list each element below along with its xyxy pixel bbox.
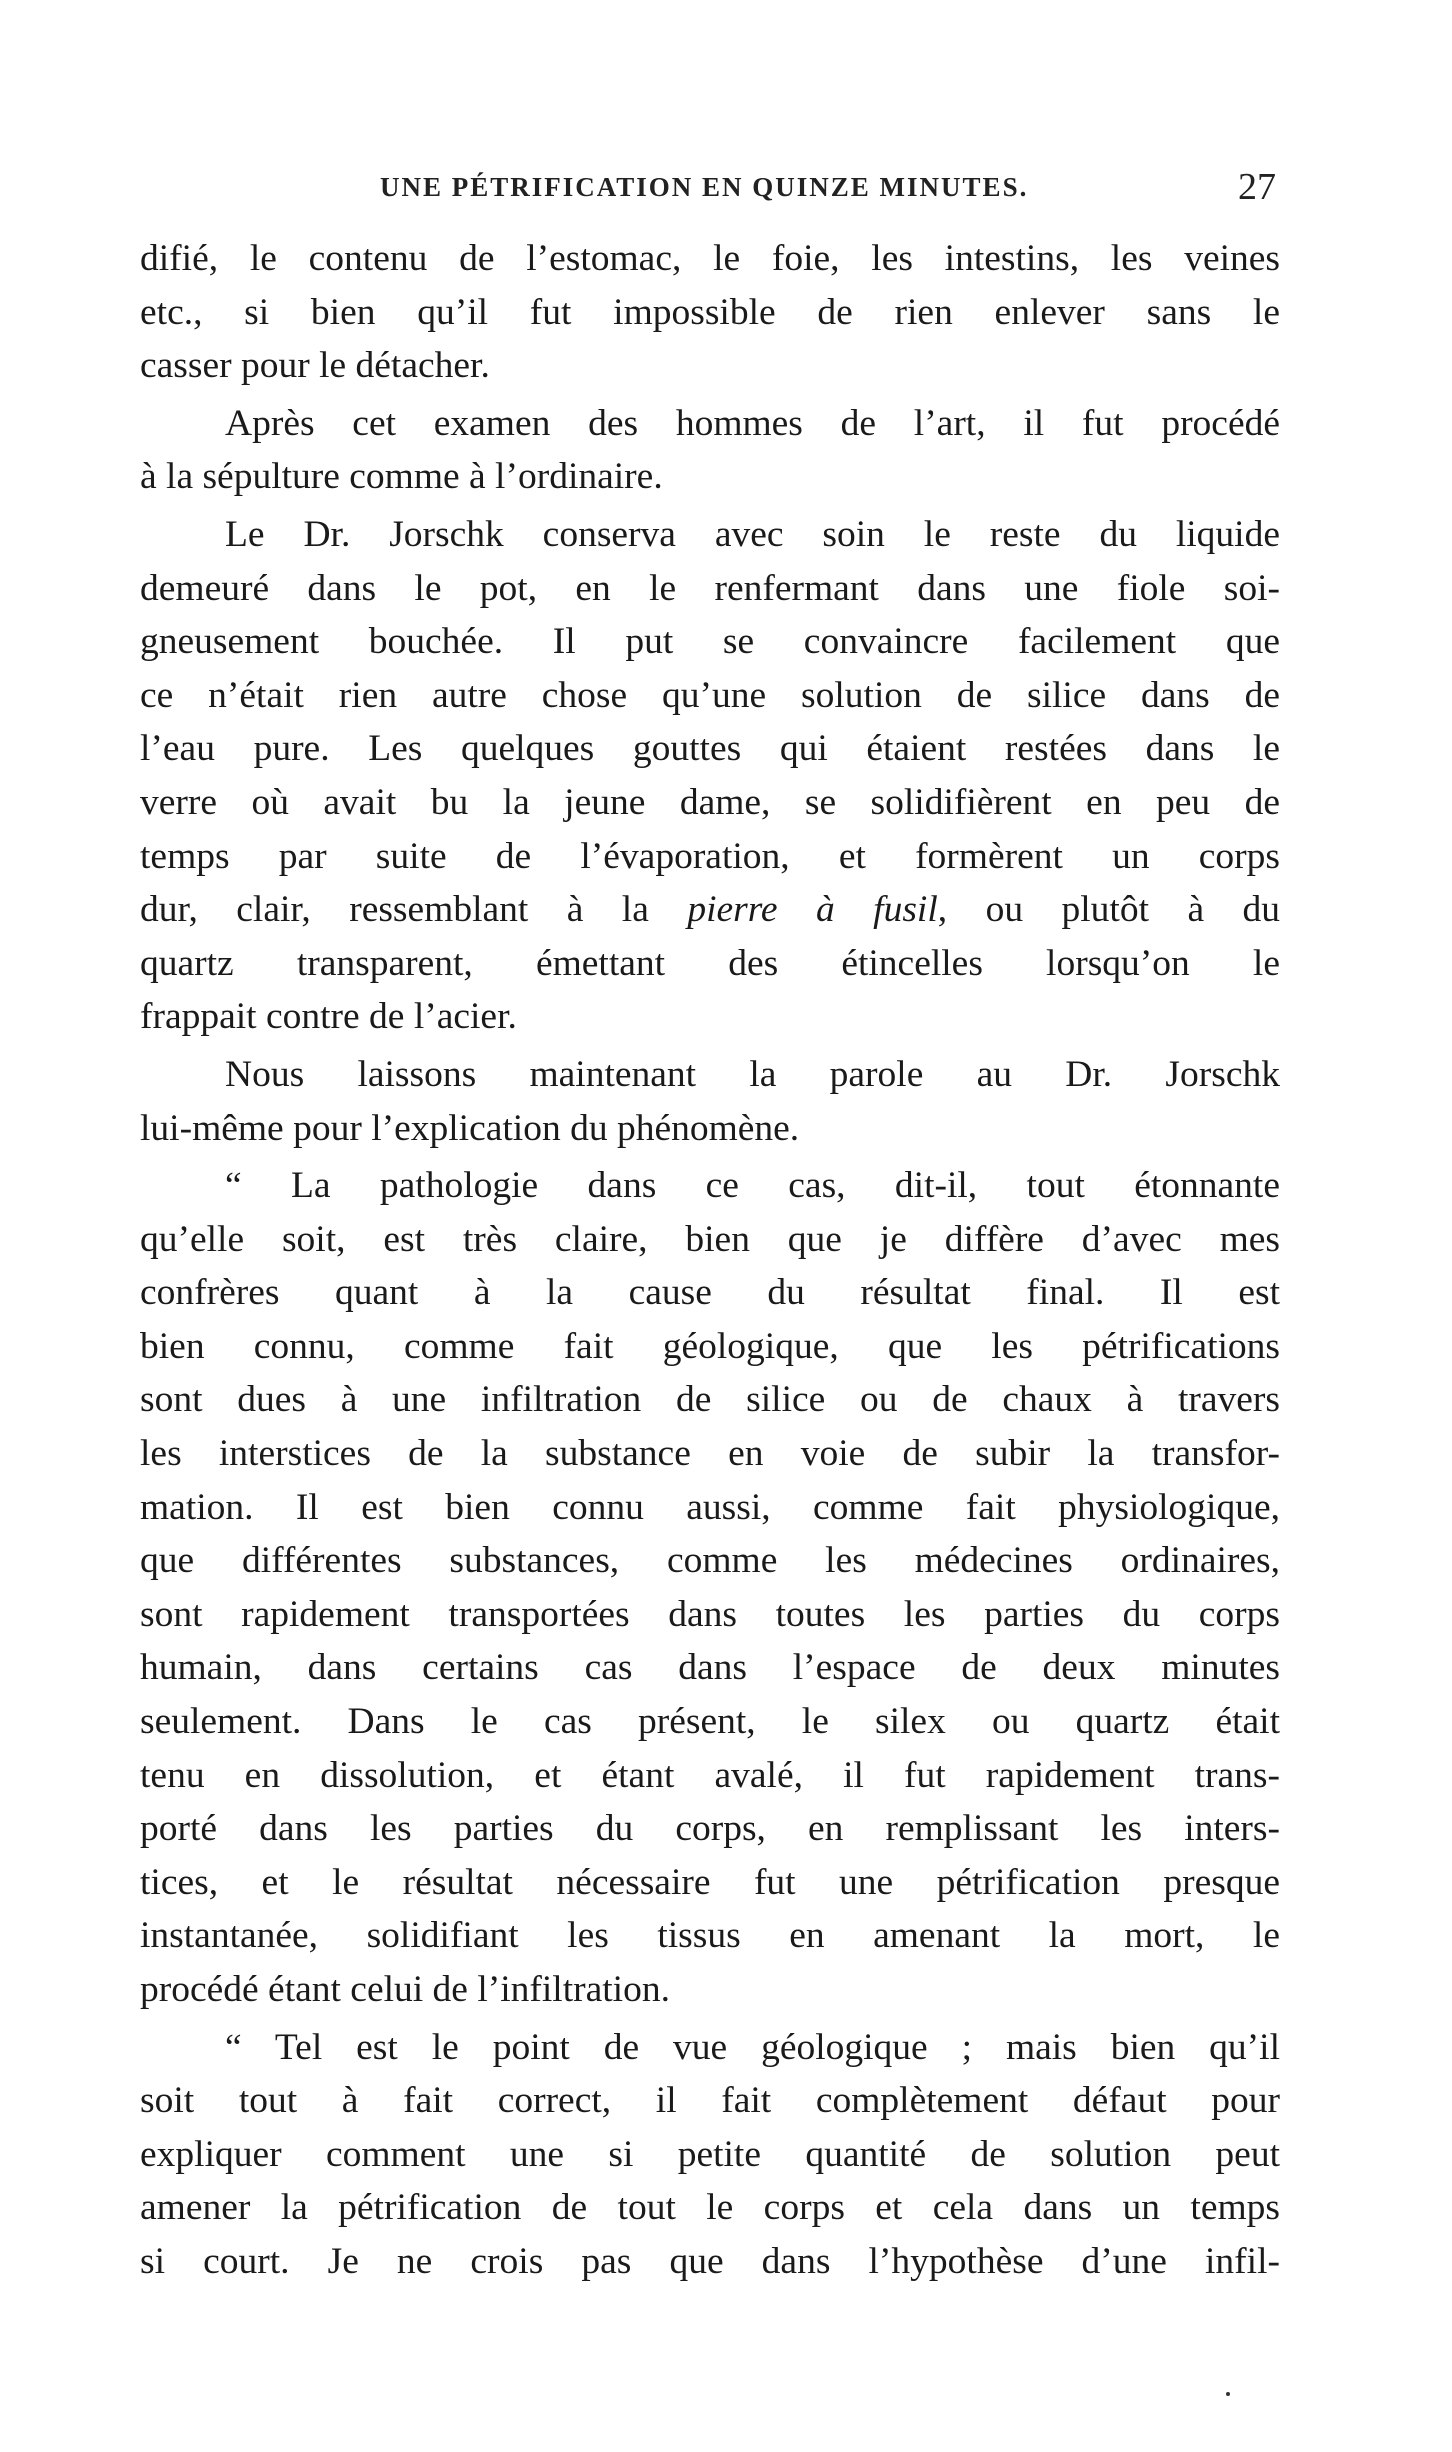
running-title: UNE PÉTRIFICATION EN QUINZE MINUTES. xyxy=(380,172,1029,202)
text-line: Nous laissons maintenant la parole au Dr. Jorschk xyxy=(225,1053,1280,1095)
text-line: temps par suite de l’évaporation, et formèrent un corps xyxy=(140,835,1280,877)
text-segment: dur, clair, ressemblant à la xyxy=(140,889,649,931)
text-line: “ La pathologie dans ce cas, dit-il, tout étonnante xyxy=(225,1165,1280,1207)
text-line: “ Tel est le point de vue géologique ; mais bien qu’il xyxy=(225,2026,1280,2068)
text-line: soit tout à fait correct, il fait complètement défaut pour xyxy=(140,2080,1280,2122)
text-line: les interstices de la substance en voie de subir la transfor- xyxy=(140,1433,1280,1475)
text-line: confrères quant à la cause du résultat final. Il est xyxy=(140,1272,1280,1314)
text-line: Le Dr. Jorschk conserva avec soin le reste du liquide xyxy=(225,513,1280,555)
print-speck xyxy=(1226,2392,1230,2396)
text-line: etc., si bien qu’il fut impossible de rien enlever sans le xyxy=(140,291,1280,333)
text-line: humain, dans certains cas dans l’espace de deux minutes xyxy=(140,1647,1280,1689)
text-line: tenu en dissolution, et étant avalé, il fut rapidement trans- xyxy=(140,1754,1280,1796)
text-line: Après cet examen des hommes de l’art, il fut procédé xyxy=(225,402,1280,444)
text-line: quartz transparent, émettant des étincelles lorsqu’on le xyxy=(140,942,1280,984)
text-line: sont rapidement transportées dans toutes les parties du corps xyxy=(140,1593,1280,1635)
text-line: casser pour le détacher. xyxy=(140,345,490,387)
text-line: instantanée, solidifiant les tissus en amenant la mort, le xyxy=(140,1915,1280,1957)
text-line: que différentes substances, comme les médecines ordinaires, xyxy=(140,1540,1280,1582)
body-text xyxy=(140,232,1280,2289)
text-line: expliquer comment une si petite quantité de solution peut xyxy=(140,2133,1280,2175)
text-segment: , ou plutôt à du xyxy=(937,889,1280,931)
text-line: sont dues à une infiltration de silice ou de chaux à travers xyxy=(140,1379,1280,1421)
text-line: lui-même pour l’explication du phénomène. xyxy=(140,1107,800,1149)
text-line: à la sépulture comme à l’ordinaire. xyxy=(140,456,663,498)
text-line: frappait contre de l’acier. xyxy=(140,996,517,1038)
text-line: qu’elle soit, est très claire, bien que je diffère d’avec mes xyxy=(140,1218,1280,1260)
text-line: porté dans les parties du corps, en remplissant les inters- xyxy=(140,1808,1280,1850)
text-line: bien connu, comme fait géologique, que les pétrifications xyxy=(140,1325,1280,1367)
text-line: si court. Je ne crois pas que dans l’hypothèse d’une infil- xyxy=(140,2240,1280,2282)
page-number: 27 xyxy=(1238,166,1276,208)
text-line: procédé étant celui de l’infiltration. xyxy=(140,1969,670,2010)
text-line: amener la pétrification de tout le corps et cela dans un temps xyxy=(140,2187,1280,2229)
text-line: ce n’était rien autre chose qu’une solution de silice dans de xyxy=(140,674,1280,716)
text-line: l’eau pure. Les quelques gouttes qui étaient restées dans le xyxy=(140,728,1280,770)
text-line: gneusement bouchée. Il put se convaincre facilement que xyxy=(140,621,1280,663)
text-line-mixed xyxy=(140,883,1280,937)
text-line: mation. Il est bien connu aussi, comme fait physiologique, xyxy=(140,1486,1280,1528)
text-line: difié, le contenu de l’estomac, le foie, les intestins, les veines xyxy=(140,238,1280,279)
text-line: verre où avait bu la jeune dame, se solidifièrent en peu de xyxy=(140,781,1280,823)
text-line: demeuré dans le pot, en le renfermant dans une fiole soi- xyxy=(140,567,1280,609)
italic-phrase: pierre à fusil xyxy=(687,889,938,931)
text-line: tices, et le résultat nécessaire fut une pétrification presque xyxy=(140,1861,1280,1903)
text-line: seulement. Dans le cas présent, le silex ou quartz était xyxy=(140,1701,1280,1743)
